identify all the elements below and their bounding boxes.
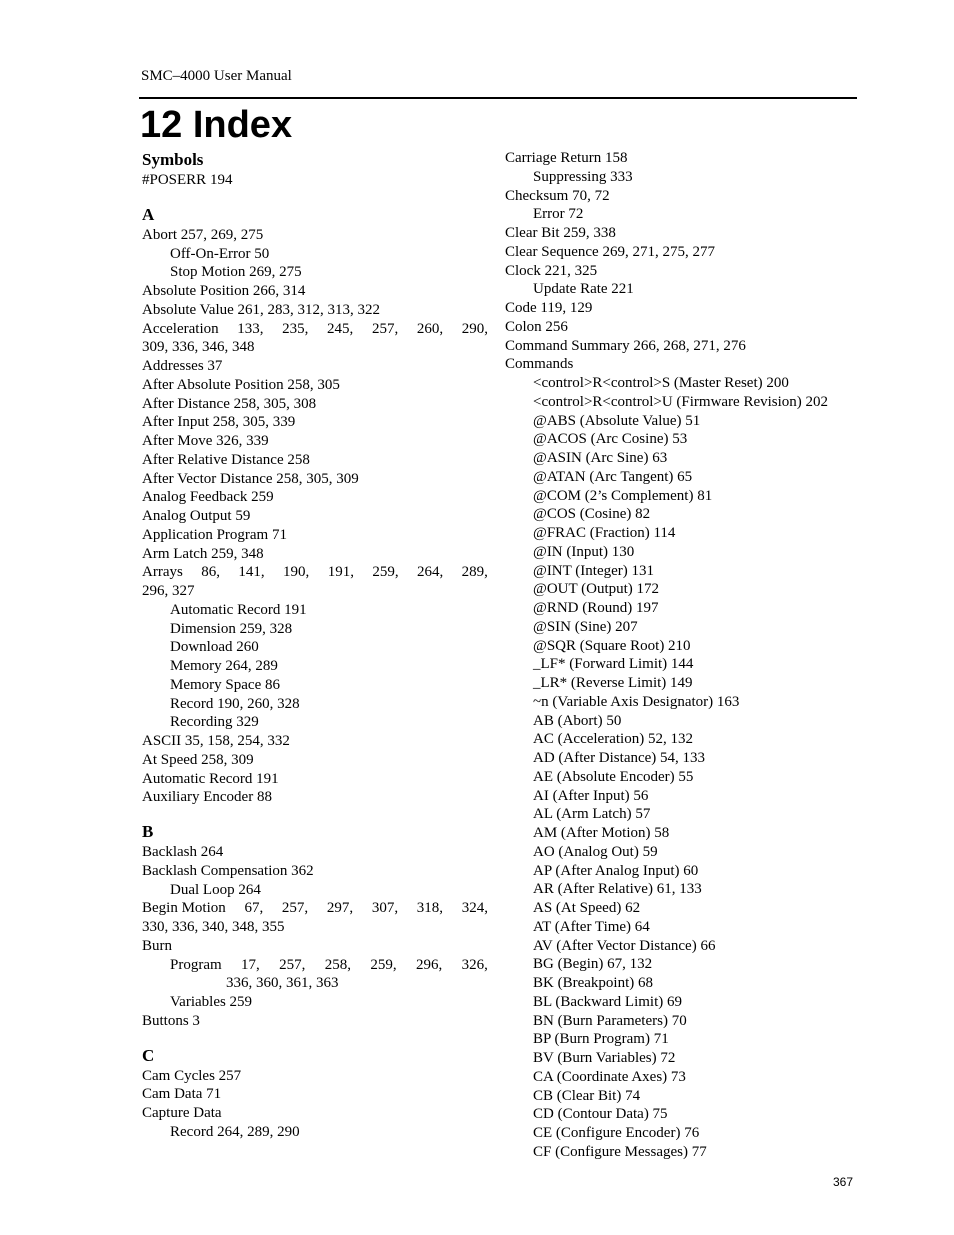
index-entry: Clock 221, 325 (505, 262, 598, 279)
index-subentry: BV (Burn Variables) 72 (533, 1050, 676, 1066)
index-page-ref: 318, (416, 900, 444, 917)
index-page-ref: 235, (282, 320, 309, 337)
index-entry: Burn (142, 937, 172, 954)
index-entry: Buttons 3 (142, 1012, 200, 1029)
index-subentry: BG (Begin) 67, 132 (533, 956, 653, 973)
index-entry: Checksum 70, 72 (505, 187, 610, 204)
index-page-ref: 257, (279, 956, 306, 973)
index-subentry: CD (Contour Data) 75 (533, 1106, 668, 1123)
index-subentry: Stop Motion 269, 275 (170, 264, 302, 281)
index-subentry: BK (Breakpoint) 68 (533, 975, 653, 991)
index-subentry: Error 72 (533, 206, 584, 223)
index-entry: Clear Bit 259, 338 (505, 225, 616, 241)
index-entry: 309, 336, 346, 348 (142, 339, 255, 356)
index-entry: 296, 327 (142, 583, 195, 599)
index-subentry (142, 956, 488, 975)
index-subentry: AR (After Relative) 61, 133 (533, 881, 702, 898)
index-subentry: Dual Loop 264 (170, 881, 261, 898)
chapter-title: 12 Index (140, 104, 293, 146)
index-subentry: Off-On-Error 50 (170, 245, 270, 262)
index-entry: Analog Feedback 259 (142, 489, 274, 506)
index-entry (142, 320, 488, 339)
index-page-ref: 324, (461, 900, 488, 917)
index-page-ref: 245, (327, 320, 354, 337)
index-subentry: AE (Absolute Encoder) 55 (533, 768, 694, 785)
index-entry: Backlash 264 (142, 844, 224, 860)
index-subentry: Suppressing 333 (533, 168, 633, 185)
index-subentry: @SIN (Sine) 207 (533, 618, 638, 635)
index-page-ref: 297, (326, 900, 354, 917)
index-subentry: 336, 360, 361, 363 (226, 975, 339, 992)
index-subentry: AV (After Vector Distance) 66 (533, 937, 716, 954)
index-subentry: Recording 329 (170, 714, 259, 731)
index-entry: After Move 326, 339 (142, 433, 269, 449)
index-subentry: Memory Space 86 (170, 676, 280, 693)
index-subentry: BP (Burn Program) 71 (533, 1031, 669, 1048)
index-page-ref: 259, (370, 956, 397, 973)
index-subentry: Automatic Record 191 (170, 601, 307, 618)
index-subentry: @INT (Integer) 131 (533, 562, 654, 579)
index-entry: After Distance 258, 305, 308 (142, 395, 317, 412)
index-subentry: CA (Coordinate Axes) 73 (533, 1068, 686, 1085)
index-subentry: BL (Backward Limit) 69 (533, 993, 682, 1010)
index-subentry: AM (After Motion) 58 (533, 825, 670, 841)
index-subentry: @OUT (Output) 172 (533, 581, 660, 598)
index-section-heading: Symbols (142, 150, 204, 169)
index-entry: After Relative Distance 258 (142, 451, 310, 468)
index-subentry: AB (Abort) 50 (533, 712, 622, 729)
index-entry: Cam Cycles 257 (142, 1067, 242, 1084)
index-section-heading: B (142, 822, 154, 841)
running-header: SMC–4000 User Manual (141, 68, 292, 84)
index-subentry: Update Rate 221 (533, 281, 634, 298)
index-entry: Cam Data 71 (142, 1086, 222, 1103)
index-entry (142, 899, 488, 918)
index-entry: Clear Sequence 269, 271, 275, 277 (505, 243, 715, 260)
index-entry: Auxiliary Encoder 88 (142, 789, 272, 806)
index-entry: Analog Output 59 (142, 508, 251, 524)
index-subentry: Dimension 259, 328 (170, 620, 293, 637)
index-subentry: @COM (2’s Complement) 81 (533, 487, 713, 504)
index-entry: Abort 257, 269, 275 (142, 226, 264, 243)
index-subentry: CF (Configure Messages) 77 (533, 1143, 707, 1160)
section-spacer (142, 1031, 488, 1045)
index-subentry: Record 264, 289, 290 (170, 1123, 300, 1140)
index-subentry: AS (At Speed) 62 (533, 900, 641, 916)
index-subentry: AI (After Input) 56 (533, 787, 649, 804)
index-page-ref: 257, (371, 320, 399, 337)
section-spacer (142, 807, 488, 821)
index-entry: Application Program 71 (142, 526, 287, 543)
index-subentry: _LR* (Reverse Limit) 149 (533, 675, 693, 691)
index-subentry: AP (After Analog Input) 60 (533, 862, 699, 879)
index-subentry: Download 260 (170, 639, 259, 656)
index-entry: Capture Data (142, 1105, 222, 1121)
index-page-ref: 191, (327, 564, 354, 581)
index-subentry: @ACOS (Arc Cosine) 53 (533, 431, 688, 448)
index-page-ref: 133, (237, 320, 264, 337)
index-entry: After Vector Distance 258, 305, 309 (142, 470, 359, 487)
index-page-ref: 289, (461, 564, 488, 581)
index-subentry: @IN (Input) 130 (533, 543, 635, 560)
index-subentry: @COS (Cosine) 82 (533, 506, 651, 523)
index-column-left (142, 149, 488, 1142)
index-page-ref: 141, (238, 564, 265, 581)
index-column-right (505, 149, 865, 1162)
index-subentry: CB (Clear Bit) 74 (533, 1087, 641, 1104)
index-entry: Code 119, 129 (505, 300, 593, 316)
index-subentry: Memory 264, 289 (170, 658, 278, 674)
index-subentry: CE (Configure Encoder) 76 (533, 1125, 700, 1141)
index-term: Acceleration (142, 320, 219, 337)
index-term: Begin Motion (142, 900, 226, 917)
index-subentry: @RND (Round) 197 (533, 600, 659, 616)
index-entry: After Absolute Position 258, 305 (142, 376, 340, 393)
index-subentry: Variables 259 (170, 994, 253, 1010)
index-entry: #POSERR 194 (142, 172, 233, 188)
index-entry: Carriage Return 158 (505, 150, 628, 166)
page-number: 367 (833, 1175, 854, 1189)
index-page-ref: 307, (371, 900, 399, 917)
index-page-ref: 264, (417, 564, 444, 581)
index-page-ref: 259, (372, 564, 399, 581)
index-page-ref: 190, (283, 564, 310, 581)
section-spacer (142, 190, 488, 204)
index-page-ref: 290, (461, 320, 488, 337)
index-subentry: @ASIN (Arc Sine) 63 (533, 450, 668, 466)
index-subentry: @FRAC (Fraction) 114 (533, 525, 676, 541)
index-term: Program (170, 956, 222, 973)
index-subentry: AC (Acceleration) 52, 132 (533, 731, 693, 748)
index-subentry: ~n (Variable Axis Designator) 163 (533, 693, 740, 710)
index-page-ref: 257, (281, 900, 309, 917)
index-entry: Commands (505, 356, 574, 373)
index-entry: ASCII 35, 158, 254, 332 (142, 733, 290, 749)
index-entry: 330, 336, 340, 348, 355 (142, 919, 285, 935)
index-entry: Colon 256 (505, 318, 568, 335)
index-page-ref: 86, (201, 564, 220, 581)
index-subentry: @ABS (Absolute Value) 51 (533, 412, 701, 429)
index-page-ref: 326, (461, 956, 488, 973)
index-page-ref: 67, (244, 900, 264, 917)
index-subentry: _LF* (Forward Limit) 144 (533, 656, 694, 673)
index-entry: At Speed 258, 309 (142, 751, 254, 768)
header-rule (139, 97, 857, 99)
index-page-ref: 260, (416, 320, 444, 337)
index-subentry: AD (After Distance) 54, 133 (533, 750, 706, 766)
index-subentry: @ATAN (Arc Tangent) 65 (533, 468, 693, 485)
index-page-ref: 258, (324, 956, 352, 973)
index-subentry: <control>R<control>U (Firmware Revision) 202 (533, 393, 829, 410)
index-entry: Command Summary 266, 268, 271, 276 (505, 337, 746, 354)
index-section-heading: C (142, 1045, 155, 1065)
index-entry: Automatic Record 191 (142, 770, 279, 787)
index-entry: Arm Latch 259, 348 (142, 545, 264, 562)
index-term: Arrays (142, 564, 183, 581)
index-subentry: <control>R<control>S (Master Reset) 200 (533, 375, 789, 391)
index-subentry: AL (Arm Latch) 57 (533, 806, 651, 823)
index-subentry: @SQR (Square Root) 210 (533, 637, 691, 654)
index-entry: Absolute Position 266, 314 (142, 283, 306, 299)
index-subentry: AO (Analog Out) 59 (533, 843, 658, 860)
index-entry: Absolute Value 261, 283, 312, 313, 322 (142, 301, 381, 318)
index-section-heading: A (142, 204, 155, 224)
index-subentry: BN (Burn Parameters) 70 (533, 1012, 687, 1029)
index-subentry: AT (After Time) 64 (533, 918, 650, 935)
index-subentry: Record 190, 260, 328 (170, 695, 300, 712)
index-entry: Addresses 37 (142, 358, 223, 374)
index-entry: After Input 258, 305, 339 (142, 414, 296, 431)
index-page-ref: 296, (416, 956, 443, 973)
index-entry: Backlash Compensation 362 (142, 862, 314, 879)
index-entry (142, 563, 488, 582)
index-page-ref: 17, (241, 956, 260, 973)
